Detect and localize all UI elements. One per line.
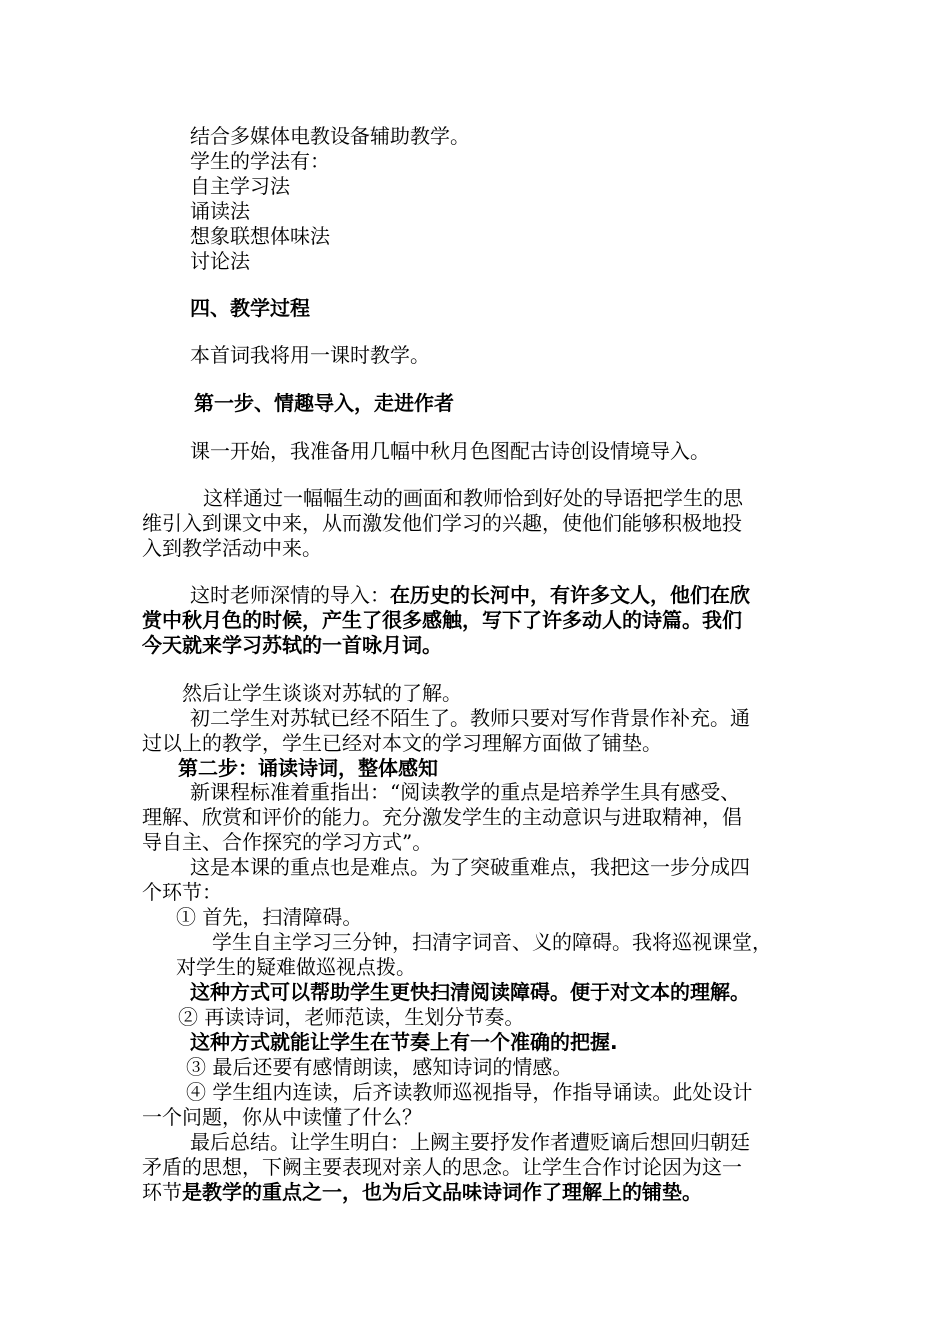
paragraph-line <box>142 1180 702 1205</box>
sub-step: ① 首先，扫清障碍。 <box>176 905 363 929</box>
paragraph-line: 对学生的疑难做巡视点拨。 <box>176 955 416 979</box>
paragraph-line: 过以上的教学，学生已经对本文的学习理解方面做了铺垫。 <box>142 731 662 755</box>
paragraph-line <box>190 583 750 608</box>
emphasis-line: 这种方式可以帮助学生更快扫清阅读障碍。便于对文本的理解。 <box>190 980 750 1004</box>
methods-label: 学生的学法有： <box>190 149 330 173</box>
paragraph: 课一开始，我准备用几幅中秋月色图配古诗创设情境导入。 <box>190 439 710 463</box>
method-item: 诵读法 <box>190 199 250 223</box>
paragraph-line: 一个问题，你从中读懂了什么？ <box>142 1105 422 1129</box>
lead-text: 环节 <box>142 1180 182 1204</box>
methods-line: 结合多媒体电教设备辅助教学。 <box>190 124 470 148</box>
paragraph-line: 矛盾的思想，下阙主要表现对亲人的思念。让学生合作讨论因为这一 <box>142 1155 742 1179</box>
paragraph-line: 新课程标准着重指出：“阅读教学的重点是培养学生具有感受、 <box>190 780 741 804</box>
paragraph-line: 理解、欣赏和评价的能力。充分激发学生的主动意识与进取精神，倡 <box>142 805 742 829</box>
lead-text: 这时老师深情的导入： <box>190 583 390 607</box>
paragraph: 然后让学生谈谈对苏轼的了解。 <box>182 681 462 705</box>
paragraph-line: 这样通过一幅幅生动的画面和教师恰到好处的导语把学生的思 <box>203 486 743 510</box>
method-item: 讨论法 <box>190 249 250 273</box>
paragraph-line: 这是本课的重点也是难点。为了突破重难点，我把这一步分成四 <box>190 855 750 879</box>
emphasis-line: 这种方式就能让学生在节奏上有一个准确的把握. <box>190 1030 618 1054</box>
paragraph-line: 入到教学活动中来。 <box>142 536 322 560</box>
step-heading: 第二步：诵读诗词，整体感知 <box>178 756 438 780</box>
sub-step: ③ 最后还要有感情朗读，感知诗词的情感。 <box>186 1055 573 1079</box>
sub-step: ④ 学生组内连读，后齐读教师巡视指导，作指导诵读。此处设计 <box>186 1080 753 1104</box>
section-heading: 四、教学过程 <box>190 296 310 320</box>
paragraph-line: 个环节： <box>142 880 222 904</box>
paragraph-line: 最后总结。让学生明白：上阙主要抒发作者遭贬谪后想回归朝廷 <box>190 1130 750 1154</box>
emphasis-line: 赏中秋月色的时候，产生了很多感触，写下了许多动人的诗篇。我们 <box>142 608 742 632</box>
paragraph: 本首词我将用一课时教学。 <box>190 343 430 367</box>
emphasis-text: 在历史的长河中，有许多文人，他们在欣 <box>390 583 750 607</box>
sub-step: ② 再读诗词，老师范读，生划分节奏。 <box>178 1005 525 1029</box>
paragraph-line: 学生自主学习三分钟，扫清字词音、义的障碍。我将巡视课堂， <box>212 930 772 954</box>
step-heading: 第一步、情趣导入，走进作者 <box>194 391 454 415</box>
paragraph-line: 维引入到课文中来，从而激发他们学习的兴趣，使他们能够积极地投 <box>142 511 742 535</box>
emphasis-line: 今天就来学习苏轼的一首咏月词。 <box>142 633 442 657</box>
paragraph-line: 导自主、合作探究的学习方式”。 <box>142 830 433 854</box>
paragraph-line: 初二学生对苏轼已经不陌生了。教师只要对写作背景作补充。通 <box>190 706 750 730</box>
method-item: 想象联想体味法 <box>190 224 330 248</box>
emphasis-text: 是教学的重点之一，也为后文品味诗词作了理解上的铺垫。 <box>182 1180 702 1204</box>
method-item: 自主学习法 <box>190 174 290 198</box>
